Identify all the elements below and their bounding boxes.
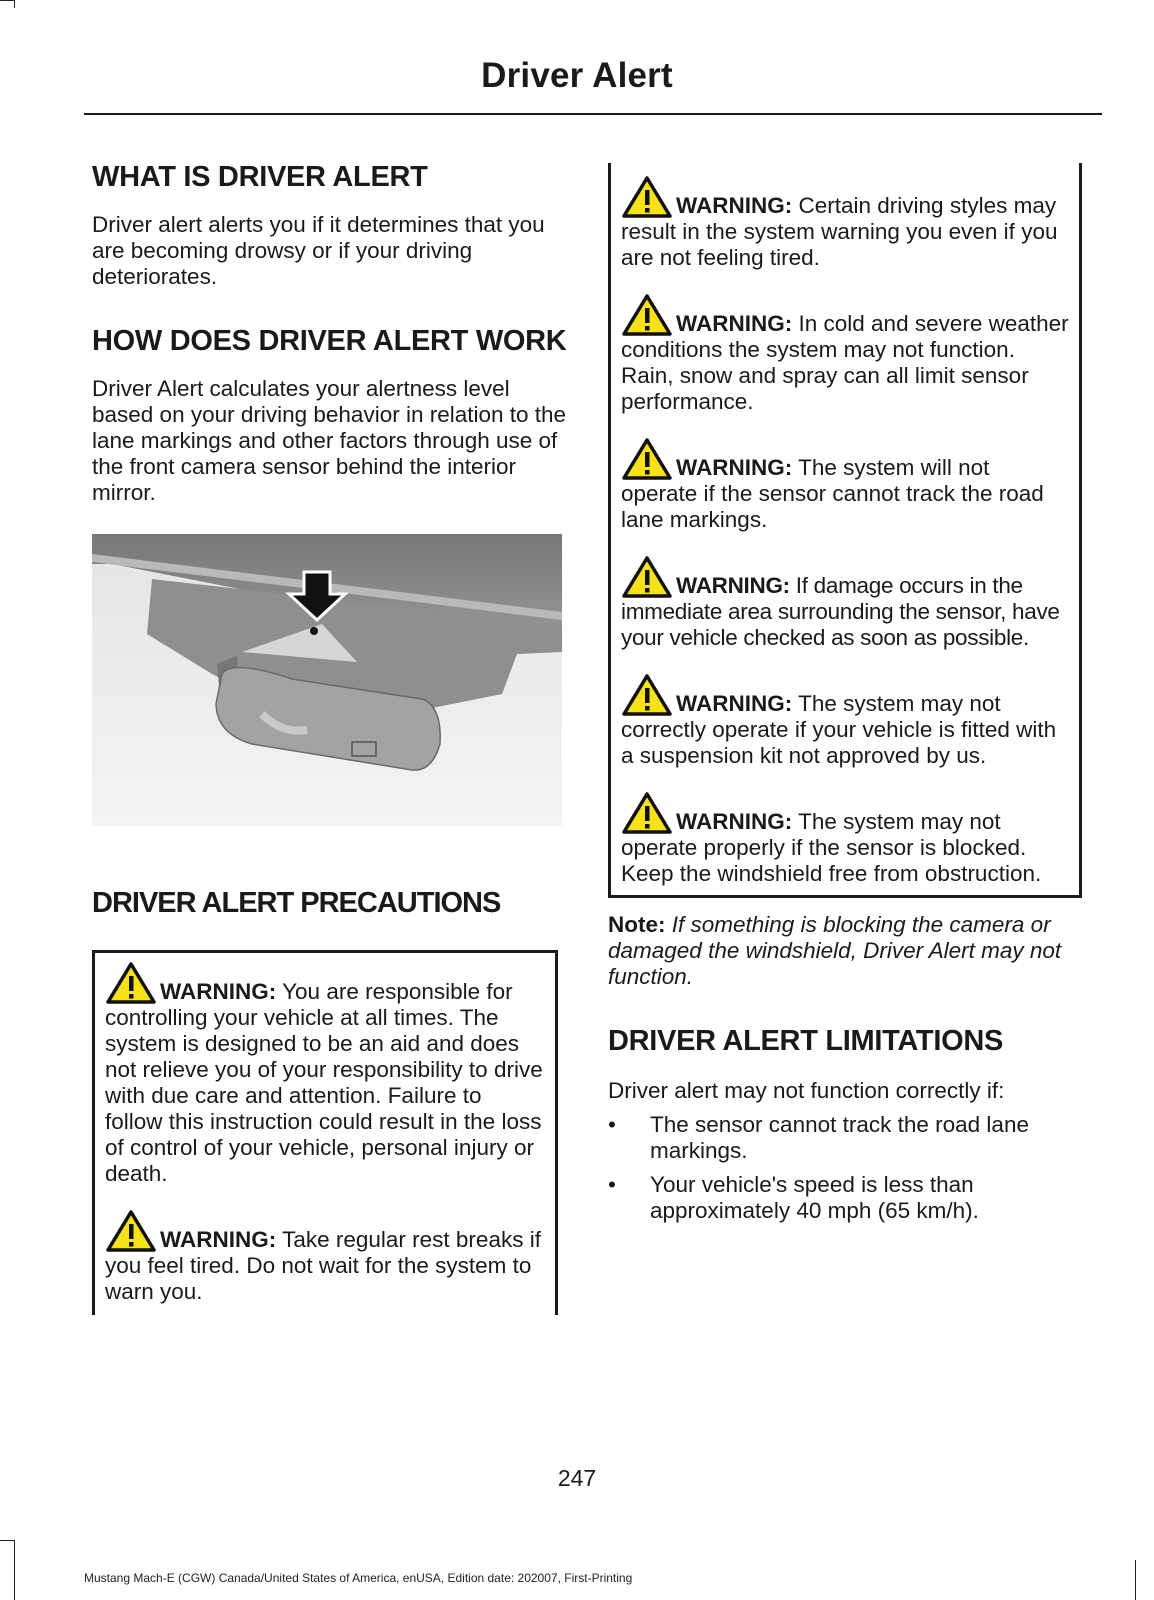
precautions-warning-box [92, 950, 558, 1315]
title-divider [84, 113, 1102, 115]
warning-triangle-icon [105, 1209, 157, 1253]
warning-triangle-icon [621, 791, 673, 835]
warning-item [621, 293, 1069, 415]
warning-triangle-icon [621, 437, 673, 481]
warning-text: If damage occurs in the immediate area surrounding the sensor, have your vehicle checked as soon as possible. [621, 573, 1060, 650]
warning-triangle-icon [621, 555, 673, 599]
right-column [608, 163, 1095, 1232]
page-title: Driver Alert [481, 56, 673, 95]
warning-text: The system may not correctly operate if your vehicle is fitted with a suspension kit not approved by us. [621, 691, 1057, 768]
warning-item [621, 555, 1069, 651]
what-body: Driver alert alerts you if it determines that you are becoming drowsy or if your driving deteriorates. [92, 212, 545, 289]
warning-item [621, 673, 1069, 769]
precautions-heading: DRIVER ALERT PRECAUTIONS [92, 887, 501, 919]
warning-text: The system may not operate properly if the sensor is blocked. Keep the windshield free from obstruction. [621, 809, 1042, 886]
limitations-list [608, 1112, 1095, 1224]
bullet: • [608, 1172, 616, 1197]
how-body: Driver Alert calculates your alertness level based on your driving behavior in relation to the lane markings and other factors through use of the front camera sensor behind the interior mirror. [92, 376, 567, 505]
warning-text: The system will not operate if the sensor cannot track the road lane markings. [621, 455, 1044, 532]
warning-triangle-icon [621, 673, 673, 717]
note-label: Note: [608, 912, 666, 937]
warning-triangle-icon [621, 175, 673, 219]
limitations-intro: Driver alert may not function correctly if: [608, 1078, 1005, 1103]
left-column [92, 160, 568, 1315]
note-text: If something is blocking the camera or damaged the windshield, Driver Alert may not function. [608, 912, 1062, 989]
list-item-text: Your vehicle's speed is less than approximately 40 mph (65 km/h). [650, 1172, 979, 1223]
warning-text: You are responsible for controlling your vehicle at all times. The system is designed to be an aid and does not relieve you of your responsibility to drive with due care and attention. Failure to follow this instruction could result in the loss of control of your vehicle, personal injury or death. [105, 979, 543, 1186]
what-heading: WHAT IS DRIVER ALERT [92, 161, 428, 193]
warning-label: WARNING: [160, 979, 277, 1004]
warning-item [105, 1209, 545, 1305]
warning-text: Take regular rest breaks if you feel tired. Do not wait for the system to warn you. [105, 1227, 541, 1304]
crop-mark [1135, 1560, 1136, 1600]
footer: Mustang Mach-E (CGW) Canada/United States of America, enUSA, Edition date: 202007, First-Printing [84, 1571, 633, 1585]
page-number: 247 [557, 1465, 597, 1491]
warning-label: WARNING: [676, 311, 793, 336]
crop-mark [0, 0, 14, 1]
crop-mark [14, 0, 15, 8]
limitations-heading: DRIVER ALERT LIMITATIONS [608, 1025, 1004, 1057]
how-heading: HOW DOES DRIVER ALERT WORK [92, 325, 567, 357]
warning-item [621, 175, 1069, 271]
camera-sensor-figure [92, 534, 562, 826]
warning-text: Certain driving styles may result in the system warning you even if you are not feeling tired. [621, 193, 1058, 270]
list-item [608, 1112, 1095, 1164]
warning-text: In cold and severe weather conditions the system may not function. Rain, snow and spray can all limit sensor performance. [621, 311, 1069, 414]
warning-item [621, 791, 1069, 887]
warnings-box [608, 163, 1082, 898]
warning-label: WARNING: [676, 455, 793, 480]
crop-mark [14, 1540, 15, 1600]
warning-triangle-icon [621, 293, 673, 337]
warning-label: WARNING: [676, 691, 793, 716]
note [608, 912, 1095, 990]
warning-label: WARNING: [676, 193, 793, 218]
list-item-text: The sensor cannot track the road lane markings. [650, 1112, 1029, 1163]
list-item [608, 1172, 1095, 1224]
warning-label: WARNING: [676, 809, 793, 834]
crop-mark [0, 1540, 14, 1541]
warning-triangle-icon [105, 961, 157, 1005]
bullet: • [608, 1112, 616, 1137]
warning-item [105, 961, 545, 1187]
warning-label: WARNING: [160, 1227, 277, 1252]
warning-label: WARNING: [676, 573, 790, 598]
warning-item [621, 437, 1069, 533]
